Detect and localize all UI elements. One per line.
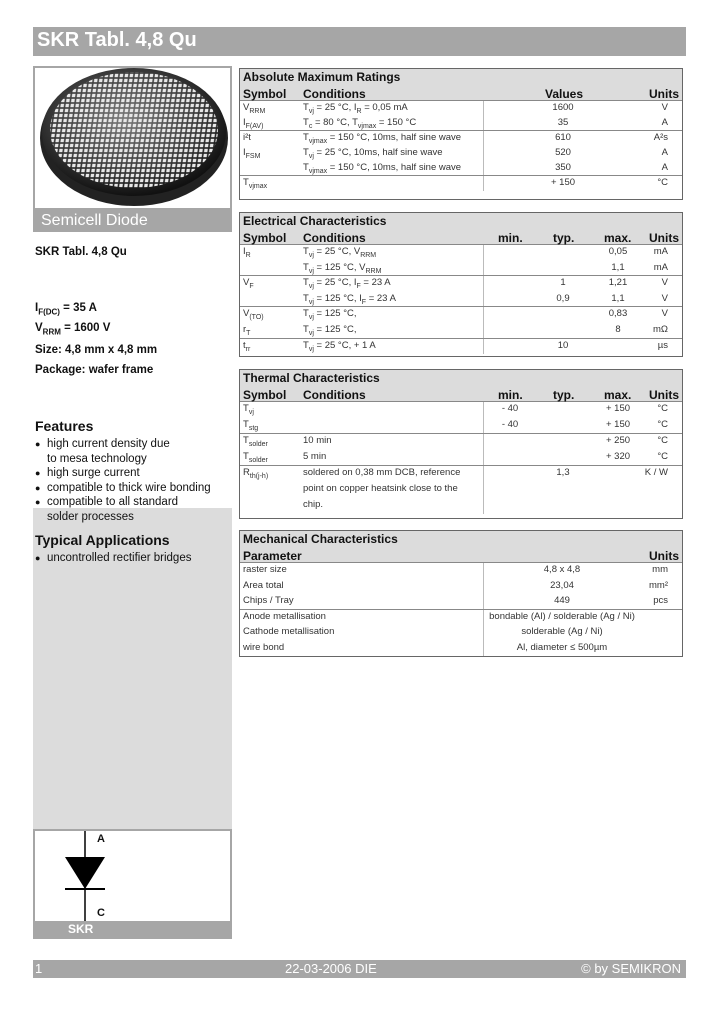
symbol-cell: $T_{solder}$ <box>243 435 268 448</box>
value-cell: 449 <box>554 595 570 606</box>
symbol-cell: $T_{solder}$ <box>243 451 268 464</box>
col-parameter: Parameter <box>243 549 302 563</box>
symbol-cell: $I_R$ <box>243 246 251 259</box>
table-row <box>240 131 682 146</box>
applications-heading: Typical Applications <box>35 532 170 548</box>
condition-cell: point on copper heatsink close to the <box>303 483 458 494</box>
condition-cell: 10 min <box>303 435 332 446</box>
features-heading: Features <box>35 418 94 434</box>
table-row <box>240 261 682 277</box>
table-row <box>240 292 682 308</box>
col-max: max. <box>604 231 632 245</box>
condition-cell: $T_c = 80$ °C, $T_{vjmax} = 150$ °C <box>303 117 417 130</box>
abs-max-table <box>239 68 683 200</box>
parameter-cell: raster size <box>243 564 287 575</box>
parameter-cell: Area total <box>243 579 284 591</box>
table-row-group <box>240 176 682 191</box>
col-max: max. <box>604 388 632 402</box>
footer-copyright: © by SEMIKRON <box>581 961 681 976</box>
feature-list <box>35 437 230 524</box>
table-row <box>240 594 682 610</box>
parameter-cell: Chips / Tray <box>243 595 294 606</box>
col-conditions: Conditions <box>303 87 366 101</box>
table-row-group <box>240 610 682 657</box>
unit-cell: µs <box>657 339 668 351</box>
electrical-header <box>240 229 682 245</box>
typ-cell: 1,3 <box>556 467 570 478</box>
col-symbol: Symbol <box>243 231 287 245</box>
diode-schematic <box>33 829 232 921</box>
product-name: SKR Tabl. 4,8 Qu <box>35 246 127 258</box>
table-row <box>240 161 682 176</box>
condition-cell: $T_{vj} = 25$ °C, 10ms, half sine wave <box>303 147 443 160</box>
unit-cell: mA <box>653 246 668 257</box>
value-cell: 520 <box>555 147 571 158</box>
parameter-cell: wire bond <box>243 641 285 653</box>
condition-cell: $T_{vj} = 125$ °C, <box>303 308 357 322</box>
condition-cell: $T_{vj} = 125$ °C, <box>303 323 357 337</box>
thermal-header <box>240 386 682 402</box>
condition-cell: $T_{vj} = 25$ °C, $I_R = 0,05$ mA <box>303 102 408 115</box>
col-units: Units <box>649 87 679 101</box>
unit-cell: °C <box>657 435 668 446</box>
symbol-cell: $I_{F(AV)}$ <box>243 117 264 130</box>
col-min: min. <box>498 388 523 402</box>
value-cell: 35 <box>557 117 569 128</box>
list-item: ● high current density due to mesa technology <box>35 438 170 465</box>
condition-cell: $T_{vj} = 25$ °C, $I_F = 23$ A <box>303 277 391 291</box>
table-row <box>240 610 682 626</box>
symbol-cell: $V_{RRM}$ <box>243 102 266 115</box>
table-row <box>240 434 682 450</box>
col-typ: typ. <box>553 388 575 402</box>
parameter-cell: Cathode metallisation <box>243 626 335 637</box>
max-cell: 8 <box>615 323 621 335</box>
abs-max-body <box>240 101 682 191</box>
max-cell: 0,83 <box>608 308 628 320</box>
page-title: SKR Tabl. 4,8 Qu <box>37 29 197 51</box>
unit-cell: V <box>661 102 668 113</box>
unit-cell: mm² <box>649 579 668 591</box>
thermal-body <box>240 402 682 514</box>
thermal-table <box>239 369 683 519</box>
unit-cell: mm <box>652 564 668 575</box>
symbol-cell: $R_{th(j-h)}$ <box>243 467 269 480</box>
col-symbol: Symbol <box>243 87 287 101</box>
abs-max-title: Absolute Maximum Ratings <box>240 69 682 85</box>
unit-cell: K / W <box>644 467 668 478</box>
unit-cell: V <box>661 277 668 289</box>
parameter-cell: Anode metallisation <box>243 610 326 622</box>
vrrm-spec: $V_{RRM} = 1600$ V <box>35 322 111 337</box>
electrical-title: Electrical Characteristics <box>240 213 682 229</box>
col-units: Units <box>649 549 679 563</box>
col-conditions: Conditions <box>303 231 366 245</box>
table-row <box>240 323 682 339</box>
value-cell: Al, diameter ≤ 500µm <box>516 641 608 653</box>
product-summary-panel <box>33 238 232 880</box>
table-row <box>240 563 682 579</box>
value-cell: 350 <box>555 162 571 173</box>
title-bar <box>33 27 686 56</box>
table-row-group <box>240 466 682 514</box>
list-item: ● compatible to thick wire bonding <box>35 481 211 494</box>
symbol-cell: $T_{vjmax}$ <box>243 177 268 190</box>
list-item: ● high surge current <box>35 467 140 479</box>
value-cell: solderable (Ag / Ni) <box>521 626 603 637</box>
table-row <box>240 101 682 116</box>
table-row <box>240 146 682 161</box>
electrical-body <box>240 245 682 354</box>
package-spec: Package: wafer frame <box>35 364 154 376</box>
table-row-group <box>240 245 682 276</box>
col-units: Units <box>649 388 679 402</box>
table-row-group <box>240 402 682 434</box>
schematic-label-bar <box>33 921 232 939</box>
unit-cell: °C <box>657 419 668 430</box>
max-cell: + 150 <box>605 419 631 430</box>
typ-cell: 0,9 <box>556 292 570 304</box>
unit-cell: pcs <box>653 595 668 606</box>
list-item: ● compatible to all standard solder processes <box>35 496 179 523</box>
value-cell: bondable (Al) / solderable (Ag / Ni) <box>489 610 635 622</box>
size-spec: Size: 4,8 mm x 4,8 mm <box>35 344 158 356</box>
table-row-group <box>240 434 682 466</box>
table-row-group <box>240 101 682 131</box>
applications-list <box>35 551 230 566</box>
unit-cell: V <box>661 308 668 320</box>
table-row <box>240 579 682 595</box>
abs-max-header <box>240 85 682 101</box>
min-cell: - 40 <box>501 403 519 414</box>
table-row <box>240 450 682 466</box>
table-row <box>240 418 682 434</box>
symbol-cell: $r_T$ <box>243 323 251 337</box>
unit-cell: A <box>661 147 668 158</box>
table-row-group <box>240 563 682 610</box>
condition-cell: $T_{vj} = 25$ °C, + 1 A <box>303 339 376 353</box>
col-min: min. <box>498 231 523 245</box>
footer-bar <box>33 960 686 978</box>
condition-cell: soldered on 0,38 mm DCB, reference <box>303 467 461 478</box>
unit-cell: A²s <box>653 132 668 143</box>
table-row <box>240 466 682 482</box>
product-photo <box>33 66 232 210</box>
value-cell: 4,8 x 4,8 <box>543 564 581 575</box>
min-cell: - 40 <box>501 419 519 430</box>
table-row <box>240 339 682 355</box>
ifdc-spec: $I_{F(DC)} = 35$ A <box>35 302 97 317</box>
page-number: 1 <box>35 961 43 976</box>
photo-caption-text: Semicell Diode <box>41 212 148 229</box>
footer-date: 22-03-2006 DIE <box>285 961 377 976</box>
unit-cell: V <box>661 292 668 304</box>
mechanical-title: Mechanical Characteristics <box>240 531 682 547</box>
mechanical-table <box>239 530 683 657</box>
value-cell: + 150 <box>550 177 576 188</box>
symbol-cell: i²t <box>243 132 251 143</box>
table-row <box>240 641 682 657</box>
table-row-group <box>240 307 682 338</box>
electrical-table <box>239 212 683 357</box>
table-row-group <box>240 131 682 176</box>
col-values: Values <box>545 87 584 101</box>
max-cell: 1,1 <box>611 292 625 304</box>
max-cell: 0,05 <box>608 246 628 257</box>
condition-cell: chip. <box>303 499 324 510</box>
table-row <box>240 482 682 498</box>
max-cell: + 250 <box>605 435 631 446</box>
typ-cell: 10 <box>557 339 569 351</box>
unit-cell: A <box>661 162 668 173</box>
unit-cell: °C <box>657 403 668 414</box>
symbol-cell: $V_{(TO)}$ <box>243 308 264 322</box>
table-row <box>240 307 682 323</box>
value-cell: 1600 <box>552 102 574 113</box>
mechanical-header <box>240 547 682 563</box>
col-symbol: Symbol <box>243 388 287 402</box>
col-typ: typ. <box>553 231 575 245</box>
schematic-label: SKR <box>68 922 94 936</box>
table-row <box>240 276 682 292</box>
table-row-group <box>240 276 682 307</box>
typ-cell: 1 <box>560 277 566 289</box>
symbol-cell: $I_{FSM}$ <box>243 147 261 160</box>
photo-caption <box>33 210 232 232</box>
max-cell: + 150 <box>605 403 631 414</box>
anode-label: A <box>97 833 105 845</box>
value-cell: 23,04 <box>550 579 574 591</box>
symbol-cell: $T_{vj}$ <box>243 403 254 416</box>
condition-cell: $T_{vj} = 125$ °C, $V_{RRM}$ <box>303 261 382 275</box>
condition-cell: 5 min <box>303 451 327 462</box>
unit-cell: mA <box>653 261 668 273</box>
table-row <box>240 176 682 191</box>
condition-cell: $T_{vj} = 25$ °C, $V_{RRM}$ <box>303 246 377 259</box>
table-row <box>240 245 682 261</box>
col-units: Units <box>649 231 679 245</box>
unit-cell: °C <box>657 177 668 188</box>
max-cell: 1,21 <box>608 277 628 289</box>
unit-cell: mΩ <box>652 323 668 335</box>
symbol-cell: $T_{stg}$ <box>243 419 259 432</box>
diode-symbol-icon <box>35 831 230 923</box>
list-item: ● uncontrolled rectifier bridges <box>35 552 192 564</box>
condition-cell: $T_{vj} = 125$ °C, $I_F = 23$ A <box>303 292 396 306</box>
value-cell: 610 <box>555 132 571 143</box>
unit-cell: A <box>661 117 668 128</box>
col-conditions: Conditions <box>303 388 366 402</box>
condition-cell: $T_{vjmax} = 150$ °C, 10ms, half sine wave <box>303 162 462 175</box>
max-cell: + 320 <box>605 451 631 462</box>
wafer-image <box>35 68 230 208</box>
symbol-cell: $t_{rr}$ <box>243 339 251 353</box>
table-row <box>240 402 682 418</box>
symbol-cell: $V_F$ <box>243 277 254 291</box>
table-row <box>240 116 682 131</box>
table-row-group <box>240 339 682 355</box>
mechanical-body <box>240 563 682 656</box>
thermal-title: Thermal Characteristics <box>240 370 682 386</box>
max-cell: 1,1 <box>611 261 625 273</box>
condition-cell: $T_{vjmax} = 150$ °C, 10ms, half sine wave <box>303 132 462 145</box>
cathode-label: C <box>97 907 105 919</box>
table-row <box>240 498 682 514</box>
unit-cell: °C <box>657 451 668 462</box>
table-row <box>240 625 682 641</box>
